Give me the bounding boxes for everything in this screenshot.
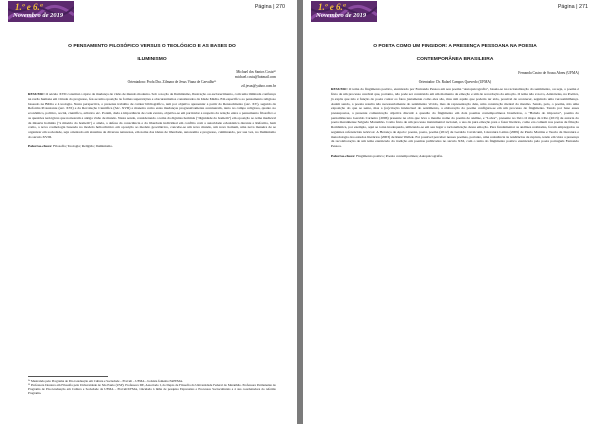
right-article <box>331 42 579 159</box>
author-name: Fernanda Castro de Sousa Abreu (UFMA) <box>518 71 579 75</box>
author-email: michael.costa@hotmail.com <box>234 74 276 79</box>
footnotes <box>28 379 276 395</box>
article-title-line1: O POETA COMO UM FINGIDOR: A PRESENÇA PESSOANA NA POESIA <box>373 44 537 49</box>
abstract-paragraph <box>28 92 276 139</box>
banner-date: Novembro de 2019 <box>316 12 367 19</box>
article-title-line1: O PENSAMENTO FILOSÓFICO VERSUS O TEOLÓGICO E AS BASES DO <box>68 44 236 49</box>
page-number: Página | 270 <box>254 4 285 10</box>
banner-date: Novembro de 2019 <box>13 12 64 19</box>
page-number: Página | 271 <box>557 4 588 10</box>
keywords-paragraph <box>331 154 579 159</box>
advisor-line: Orientador: Dr. Rafael Campos Quevedo (UFMA) <box>418 79 492 84</box>
abstract-label: RESUMO: <box>28 92 45 97</box>
abstract-paragraph <box>331 87 579 148</box>
event-banner <box>8 1 74 22</box>
advisor-line: Orientadora: Profa Dra. Zilmara de Jesus Viana de Carvalho¹¹ <box>127 79 217 84</box>
keywords-body: Filosofia; Teologia; Religião; Iluminismo. <box>52 144 113 149</box>
abstract-body: O tema do fingimento poético, eternizado por Fernando Pessoa em seu poema "Autopsicografia", baseia-se na racionalização do sentimento, ou seja, o poema é fruto de um processo cerebral que, portanto, não pode ser construído em um momento de emoção e sim de recordação da emoção. O tema não é novo, Aristóteles, na Poética, já expôs que não é função do poeta contar os fatos justamente como eles são, mas sim aquilo que poderia ter sido, possível de acontecer, seguindo uma verossimilhança. Assim sendo, a poesia resulta não necessariamente do sentimento vivido, mas da representação dele, uma construção mental do mesmo. Sendo, pois, o poema, não uma exposição do que se sente, mas a (re)criação intelectual do sentimento, a elaboração do poema configura-se em um processo de fingimento. Tendo por base esses pressupostos, a presente comunicação objetiva discutir a questão do fingimento em dois poemas contemporâneos brasileiros, o "Balada do impostor", poema do pernambucano Geraldo Carneiro (2006) presente na obra que leva o mesmo nome do poema de análise, e "Labor", presente no livro O mapa da tribo (2013) de autoria do poeta maranhense Salgado Maranhão. Como fruto de um processo instrumental racional, o uso da pura emoção para o fazer literário, como era comum nos poetas de filiação Romântica, por exemplo, aqui se torna inadequado, utilizando-se em seu lugar a racionalização dessa emoção. Para fundamentar as análises realizadas, foram empregados os seguintes referenciais teóricos: A Herança de Apolo: poesia, poeta, poema (2012) de Geraldo Cavalcanti, Literatura Latina (2009) de Paulo Martins e Teoria da literatura e metodologia dos estudos literários (2003) de René Wellek. Foi possível perceber nesses poemas, portanto, uma resistência às tendências de ruptura, tendo em vista a presença da recolaboração de um tema eternizado da tradição em poemas publicados no século XXI, com o tema do fingimento poético eternizado pelo poeta português Fernando Pessoa. <box>331 87 579 149</box>
abstract-label: RESUMO: <box>331 87 348 92</box>
footnote-item: ¹¹ Professora Doutora em Filosofia pela Universidade de São Paulo (USP). Professora DE, Associado I, do Depto de Filosofia da Universidade Federal do Maranhão. Professora Permanente do Programa de Pós-Graduação em Cultura e Sociedade da UFMA – PGCult/UFMA, vinculada à linha de pesquisa Expressões e Processos Socioculturais e à sua coordenadora do referido Programa. <box>28 383 276 396</box>
keywords-paragraph <box>28 144 276 149</box>
footnote-divider <box>28 376 108 377</box>
left-article <box>28 42 276 149</box>
keywords-label: Palavras-chave: <box>28 144 53 149</box>
banner-edition: 1.º e 6.ª <box>318 2 346 12</box>
advisor-email: zil.jesus@yahoo.com.br <box>241 84 276 89</box>
article-title-line2: CONTEMPORÂNEA BRASILEIRA <box>416 57 494 62</box>
right-page <box>303 0 600 424</box>
author-name: Michael dos Santos Costa¹⁰ <box>236 70 276 74</box>
article-title-line2: ILUMINISMO <box>137 57 167 62</box>
event-banner <box>311 1 377 22</box>
left-page <box>0 0 297 424</box>
banner-edition: 1.º e 6.ª <box>15 2 43 12</box>
keywords-label: Palavras-chave: <box>331 153 356 158</box>
abstract-body: O século XVII constitui o ápice da mudança de visão de mundo moderna. Sob a noção de Iluminismo, Ilustração ou esclarecimento, com uma ilimitada confiança na razão humana em virtude do progresso, fez-se uma oposição às formas superstições e obscurantismos considerados da Idade Média. Em específico ao pensamento religioso baseado na Bíblia e à teologia. Nesta perspectiva, o presente trabalho de caráter bibliográfico, tem por objetivo apresentar a partir do Renascimento (séc. XV), seguido da Reforma Protestante (séc. XVI) e da Revolução Científica (Séc. XVII) a maneira como estas mudanças progressivamente acentuaram, tanto no campo religioso, quanto no econômico, político, social, científico, artístico etc. Porém, dada a importância de cada evento, objetiva-se em particular a respeito da relação entre o pensamento filosófico e as questões teológicas que nortearam a antiga visão de mundo. Nesta senda, considerando o tema da dignitas hominis ("dignidade do homem") em oposição ao tema medieval da miseria hominis ("a miséria do homem") e ainda, a defesa da consciência e da liberdade individual em conflito com a autoridade eclesiástica durante a Reforma, bem como, a nova cosmologia baseada no modelo heliocêntrico em oposição ao modelo geocêntrico, concebe-se um novo mundo, um novo homem, uma nova maneira de se organizar em sociedade, seja orientado em sistemas de diversas naturezas, em nome das ideias de liberdade, autonomia e progresso, culminando, por sua vez, no Iluminismo do século XVIII. <box>28 92 276 139</box>
keywords-body: Fingimento poético; Poesia contemporânea; Autopsicografia. <box>355 153 443 158</box>
footnote-item: ¹⁰ Mestrando pelo Programa de Pós-Graduação em Cultura e Sociedade – PGCult – UFMA – bolsista fomento FAPEMA. <box>28 379 183 383</box>
